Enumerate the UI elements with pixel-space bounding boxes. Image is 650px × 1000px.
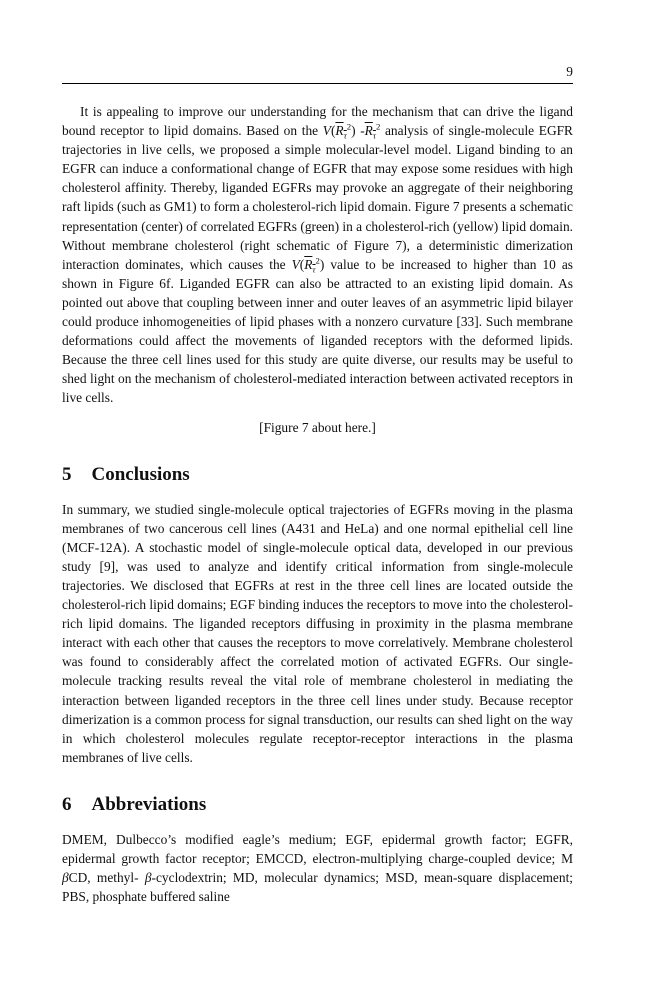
paragraph-abbreviations: DMEM, Dulbecco’s modified eagle’s medium; EGF, epidermal growth factor; EGFR, epidermal growth factor receptor; EMCCD, electron-multiplying charge-coupled device; M βCD, methyl- β-cyclodextrin; MD, molecular dynamics; MSD, mean-square displacement; PBS, phosphate buffered saline: [62, 831, 574, 905]
header-rule: [62, 83, 573, 84]
section-number-conclusions: 5: [62, 463, 72, 485]
figure-placeholder: [Figure 7 about here.]: [259, 419, 376, 435]
section-number-abbreviations: 6: [62, 793, 72, 815]
paragraph-conclusions: In summary, we studied single-molecule optical trajectories of EGFRs moving in the plasma membranes of two cancerous cell lines (A431 and HeLa) and one normal epithelial cell line (MCF-12A). A stochastic model of single-molecule optical data, developed in our previous study [9], was used to analyze and identify critical information from single-molecule trajectories. We disclosed that EGFRs at rest in the three cell lines are located outside the cholesterol-rich lipid domains; EGF binding induces the receptors to move into the cholesterol-rich lipid domains. The liganded receptors diffusing in proximity in the plasma membrane interact with each other that causes the receptors to move correlatively. Membrane cholesterol was found to considerably affect the correlated motion of activated EGFRs. Our single-molecule tracking results reveal the vital role of membrane cholesterol in mediating the interaction between liganded receptors in the three cell lines under study. Because receptor dimerization is a common process for signal transduction, our results can shed light on the way in which cholesterol molecules regulate receptor-receptor interactions in the plasma membranes of live cells.: [62, 501, 573, 765]
section-title-abbreviations: Abbreviations: [91, 793, 207, 815]
page-number: 9: [566, 64, 573, 79]
section-title-conclusions: Conclusions: [91, 463, 190, 485]
paragraph-discussion: It is appealing to improve our understanding for the mechanism that can drive the ligand bound receptor to lipid domains. Based on the $V(R_\tau^2)$ $-R_\tau^2$ analysis of single-molecule EGFR trajectories in live cells, we proposed a simple molecular-level model. Ligand binding to an EGFR can induce a conformational change of EGFR that may expose some residues with high cholesterol affinity. Thereby, liganded EGFRs may provoke an aggregate of their neighboring raft lipids (such as GM1) to form a cholesterol-rich lipid domain. Figure 7 presents a schematic representation (center) of correlated EGFRs (green) in a cholesterol-rich (yellow) lipid domain. Without membrane cholesterol (right schematic of Figure 7), a deterministic dimerization interaction dominates, which causes the $V(R_\tau^2)$ value to be increased to higher than 10 as shown in Figure 6f. Liganded EGFR can also be attracted to an existing lipid domain. As pointed out above that coupling between inner and outer leaves of an asymmetric lipid bilayer could produce inhomogeneities of lipid phases with a nonzero curvature [33]. Such membrane deformations could affect the movements of liganded receptors with the deformed lipids. Because the three cell lines used for this study are quite diverse, our results may be useful to shed light on the mechanism of cholesterol-mediated interaction between activated receptors in live cells.: [62, 104, 573, 406]
document-page: [62, 0, 573, 906]
section-heading-conclusions: [62, 464, 573, 486]
page-header: [62, 64, 573, 80]
section-heading-abbreviations: [62, 794, 573, 816]
